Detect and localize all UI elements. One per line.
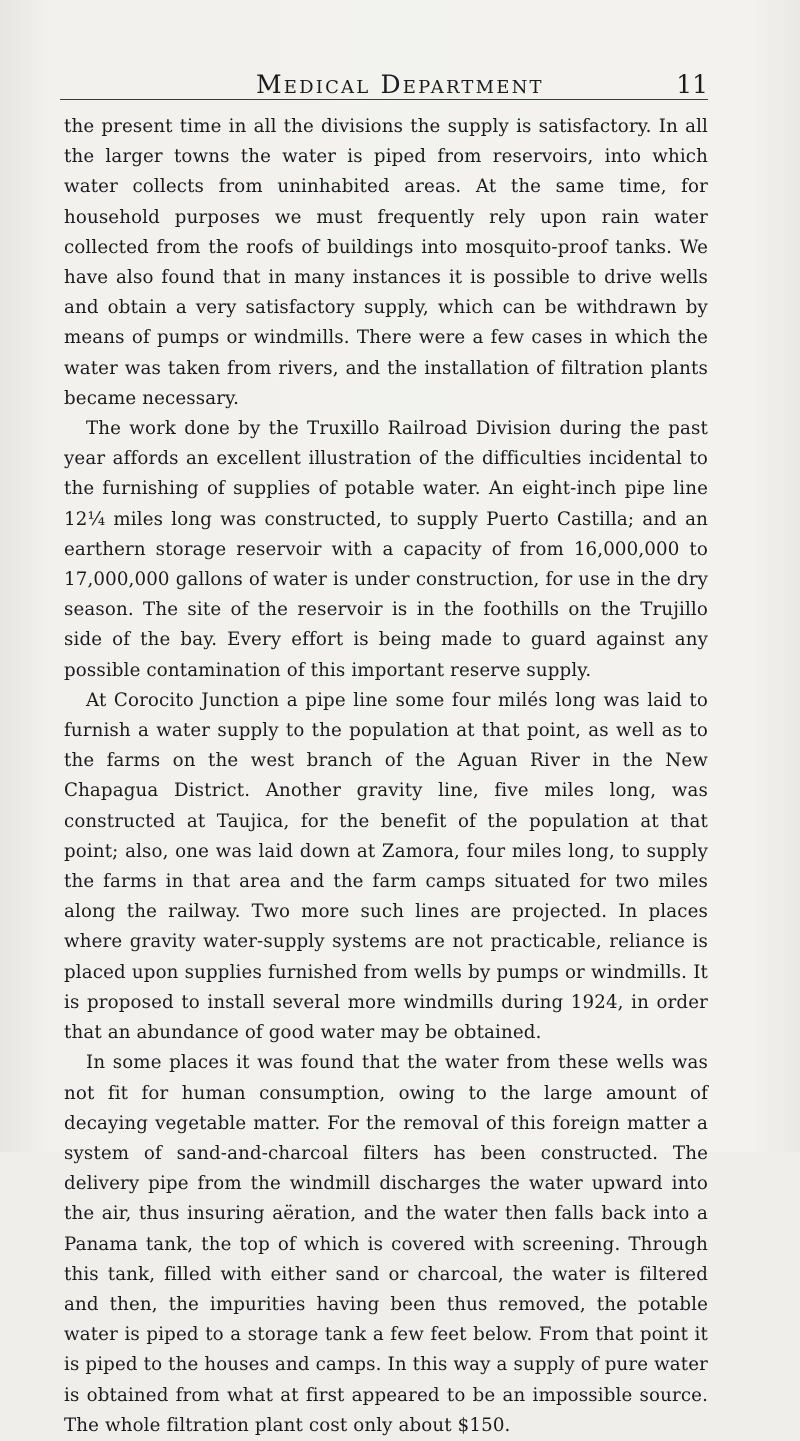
body-text bbox=[64, 112, 708, 1441]
paragraph: the present time in all the divisions the supply is satisfactory. In all the larger towns the water is piped from reservoirs, into which water collects from uninhabited areas. At the same time, for household purposes we must frequently rely upon rain water collected from the roofs of buildings into mosquito-proof tanks. We have also found that in many instances it is possible to drive wells and obtain a very satisfactory supply, which can be withdrawn by means of pumps or windmills. There were a few cases in which the water was taken from rivers, and the installation of filtration plants became necessary. bbox=[64, 116, 708, 409]
paragraph: At Corocito Junction a pipe line some four milés long was laid to furnish a water supply to the population at that point, as well as to the farms on the west branch of the Aguan River in the New Chapagua District. Another gravity line, five miles long, was constructed at Taujica, for the benefit of the population at that point; also, one was laid down at Zamora, four miles long, to supply the farms in that area and the farm camps situated for two miles along the railway. Two more such lines are projected. In places where gravity water-supply systems are not practicable, reliance is placed upon supplies furnished from wells by pumps or windmills. It is proposed to install several more windmills during 1924, in order that an abundance of good water may be obtained. bbox=[64, 689, 708, 1044]
paragraph: The work done by the Truxillo Railroad Division during the past year affords an excellent illustration of the difficulties incidental to the furnishing of supplies of potable water. An eight-inch pipe line 12¼ miles long was constructed, to supply Puerto Castilla; and an earthern storage reservoir with a capacity of from 16,000,000 to 17,000,000 gallons of water is under construction, for use in the dry season. The site of the reservoir is in the foothills on the Trujillo side of the bay. Every effort is being made to guard against any possible contamination of this important reserve supply. bbox=[64, 418, 708, 681]
paragraph: In some places it was found that the water from these wells was not fit for human consumption, owing to the large amount of decaying vegetable matter. For the removal of this foreign matter a system of sand-and-charcoal filters has been constructed. The delivery pipe from the windmill discharges the water upward into the air, thus insuring aëration, and the water then falls back into a Panama tank, the top of which is covered with screening. Through this tank, filled with either sand or charcoal, the water is filtered and then, the impurities having been thus removed, the potable water is piped to a storage tank a few feet below. From that point it is piped to the houses and camps. In this way a supply of pure water is obtained from what at first appeared to be an impossible source. The whole filtration plant cost only about $150. bbox=[64, 1052, 708, 1436]
header-rule bbox=[60, 99, 708, 100]
page-number: 11 bbox=[676, 70, 708, 99]
running-title: Medical Department bbox=[256, 70, 544, 99]
